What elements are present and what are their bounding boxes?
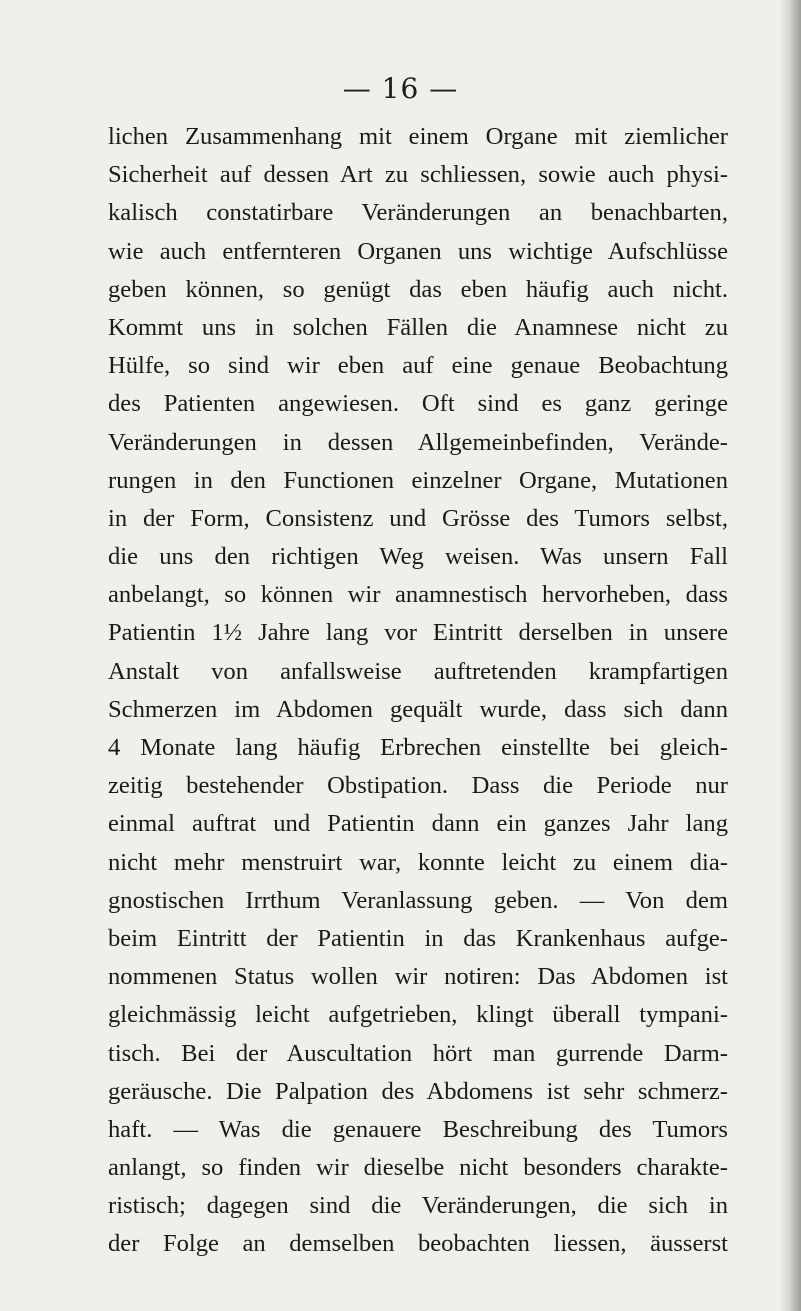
text-line: Anstalt von anfallsweise auftretenden krampfartigen	[108, 657, 728, 685]
text-line: wie auch entfernteren Organen uns wichtige Aufschlüsse	[108, 237, 728, 265]
text-line: 4 Monate lang häufig Erbrechen einstellte bei gleich-	[108, 734, 728, 761]
text-line: Schmerzen im Abdomen gequält wurde, dass sich dann	[108, 695, 728, 723]
text-line: die uns den richtigen Weg weisen. Was unsern Fall	[108, 543, 728, 571]
text-line: Patientin 1½ Jahre lang vor Eintritt derselben in unsere	[108, 619, 728, 647]
text-line: gnostischen Irrthum Veranlassung geben. — Von dem	[108, 886, 728, 914]
text-line: lichen Zusammenhang mit einem Organe mit ziemlicher	[108, 123, 728, 150]
text-line: Kommt uns in solchen Fällen die Anamnese nicht zu	[108, 313, 728, 341]
text-line: der Folge an demselben beobachten liessen, äusserst	[108, 1230, 728, 1258]
text-line: beim Eintritt der Patientin in das Krankenhaus aufge-	[108, 924, 728, 952]
text-line: kalisch constatirbare Veränderungen an benachbarten,	[108, 199, 728, 227]
text-line: Veränderungen in dessen Allgemeinbefinden, Verände-	[108, 428, 728, 456]
text-line: geräusche. Die Palpation des Abdomens ist sehr schmerz-	[108, 1077, 728, 1105]
page-number: — 16 —	[342, 72, 459, 105]
text-line: rungen in den Functionen einzelner Organe, Mutationen	[108, 466, 728, 494]
text-line: tisch. Bei der Auscultation hört man gurrende Darm-	[108, 1039, 728, 1067]
text-line: nommenen Status wollen wir notiren: Das Abdomen ist	[108, 963, 728, 991]
text-line: haft. — Was die genauere Beschreibung des Tumors	[108, 1115, 728, 1143]
text-line: Sicherheit auf dessen Art zu schliessen, sowie auch physi-	[108, 161, 728, 189]
text-line: geben können, so genügt das eben häufig auch nicht.	[108, 275, 728, 303]
text-line: gleichmässig leicht aufgetrieben, klingt überall tympani-	[108, 1001, 728, 1029]
text-line: zeitig bestehender Obstipation. Dass die Periode nur	[108, 772, 728, 800]
text-line: anlangt, so finden wir dieselbe nicht besonders charakte-	[108, 1154, 728, 1182]
body-text	[108, 118, 728, 1264]
text-line: des Patienten angewiesen. Oft sind es ganz geringe	[108, 390, 728, 418]
text-line: in der Form, Consistenz und Grösse des Tumors selbst,	[108, 504, 728, 532]
text-line: anbelangt, so können wir anamnestisch hervorheben, dass	[108, 581, 728, 609]
text-line: einmal auftrat und Patientin dann ein ganzes Jahr lang	[108, 810, 728, 838]
text-line: ristisch; dagegen sind die Veränderungen, die sich in	[108, 1192, 728, 1220]
text-line: Hülfe, so sind wir eben auf eine genaue Beobachtung	[108, 352, 728, 380]
text-line: nicht mehr menstruirt war, konnte leicht zu einem dia-	[108, 848, 728, 876]
page-edge-shadow	[779, 0, 801, 1311]
